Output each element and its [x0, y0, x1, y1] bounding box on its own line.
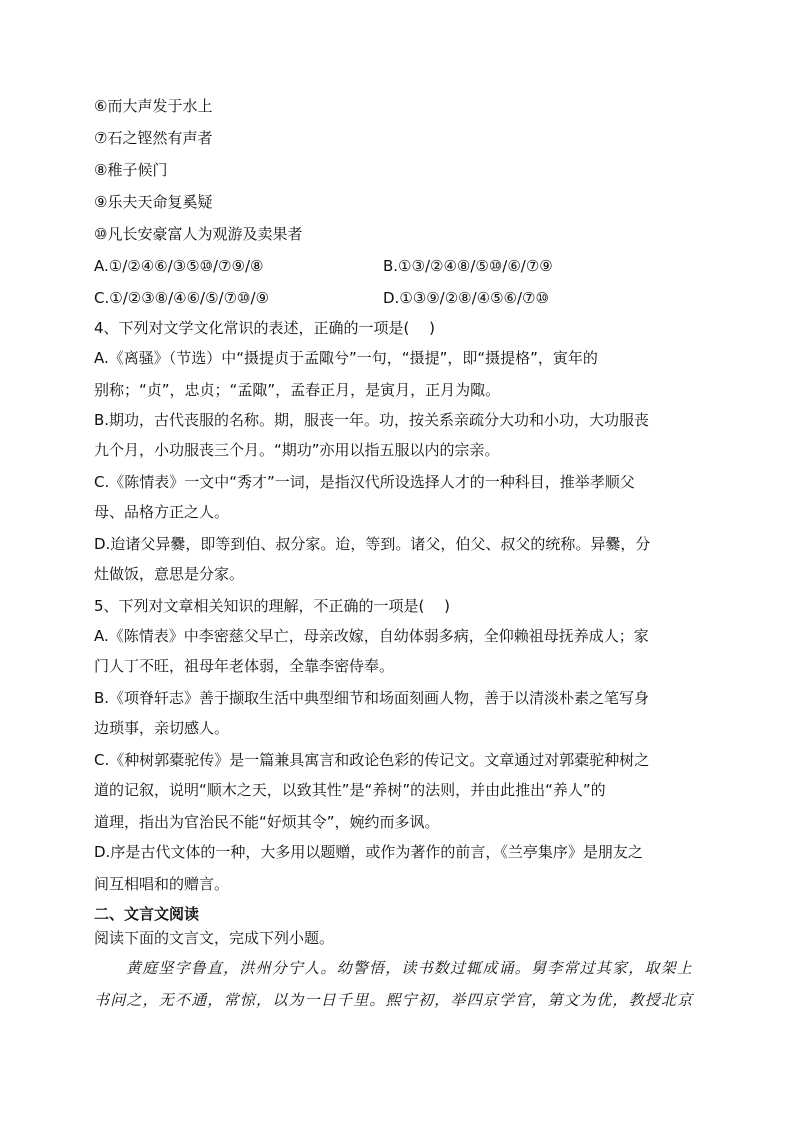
passage-line: 书问之，无不通，常惊，以为一日千里。熙宁初，举四京学官，第文为优，教授北京 — [94, 991, 694, 1009]
q4-option-a: A.《离骚》（节选）中“摄提贞于孟陬兮”一句，“摄提”，即“摄提格”，寅年的 — [94, 349, 598, 367]
list-item: ⑨乐夫天命复奚疑 — [94, 193, 213, 211]
list-item: ⑧稚子候门 — [94, 161, 168, 179]
q5-option-b: B.《项脊轩志》善于撷取生活中典型细节和场面刻画人物，善于以清淡朴素之笔写身 — [94, 689, 650, 707]
q4-option-b-cont: 九个月，小功服丧三个月。“期功”亦用以指五服以内的宗亲。 — [94, 441, 500, 459]
q5-option-a: A.《陈情表》中李密慈父早亡，母亲改嫁，自幼体弱多病，全仰赖祖母抚养成人；家 — [94, 627, 649, 645]
section-instruction: 阅读下面的文言文，完成下列小题。 — [94, 929, 335, 947]
q4-option-c: C.《陈情表》一文中“秀才”一词，是指汉代所设选择人才的一种科目，推举孝顺父 — [94, 473, 635, 491]
q5-option-c-cont: 道的记叙，说明“顺木之天，以致其性”是“养树”的法则，并由此推出“养人”的 — [94, 781, 606, 799]
list-item: ⑥而大声发于水上 — [94, 97, 213, 115]
q4-option-d-cont: 灶做饭，意思是分家。 — [94, 565, 245, 583]
q5-option-d: D.序是古代文体的一种，大多用以题赠，或作为著作的前言，《兰亭集序》是朋友之 — [94, 843, 643, 861]
q5-option-a-cont: 门人丁不旺，祖母年老体弱，全靠李密侍奉。 — [94, 657, 395, 675]
q5-stem: 5、下列对文章相关知识的理解，不正确的一项是( ) — [94, 597, 451, 615]
passage-line: 黄庭坚字鲁直，洪州分宁人。幼警悟，读书数过辄成诵。舅李常过其家，取架上 — [126, 959, 694, 977]
section-title: 二、文言文阅读 — [94, 905, 200, 923]
q4-option-b: B.期功，古代丧服的名称。期，服丧一年。功，按关系亲疏分大功和小功，大功服丧 — [94, 411, 650, 429]
q4-stem: 4、下列对文学文化常识的表述，正确的一项是( ) — [94, 319, 436, 337]
q4-option-c-cont: 母、品格方正之人。 — [94, 503, 230, 521]
q5-option-b-cont: 边琐事，亲切感人。 — [94, 719, 230, 737]
list-item: ⑦石之铿然有声者 — [94, 129, 213, 147]
q4-option-d: D.迨诸父异爨，即等到伯、叔分家。迨，等到。诸父，伯父、叔父的统称。异爨，分 — [94, 535, 651, 553]
q3-option-b: B.①③/②④⑧/⑤⑩/⑥/⑦⑨ — [383, 257, 553, 275]
q3-option-a: A.①/②④⑥/③⑤⑩/⑦⑨/⑧ — [94, 257, 264, 275]
q3-option-c: C.①/②③⑧/④⑥/⑤/⑦⑩/⑨ — [94, 289, 269, 307]
q4-option-a-cont: 别称；“贞”，忠贞；“孟陬”，孟春正月，是寅月，正月为陬。 — [94, 381, 501, 399]
q5-option-c-cont: 道理，指出为官治民不能“好烦其令”，婉约而多讽。 — [94, 813, 440, 831]
list-item: ⑩凡长安豪富人为观游及卖果者 — [94, 225, 303, 243]
q3-option-d: D.①③⑨/②⑧/④⑤⑥/⑦⑩ — [383, 289, 549, 307]
q5-option-d-cont: 间互相唱和的赠言。 — [94, 875, 230, 893]
q5-option-c: C.《种树郭橐驼传》是一篇兼具寓言和政论色彩的传记文。文章通过对郭橐驼种树之 — [94, 751, 650, 769]
